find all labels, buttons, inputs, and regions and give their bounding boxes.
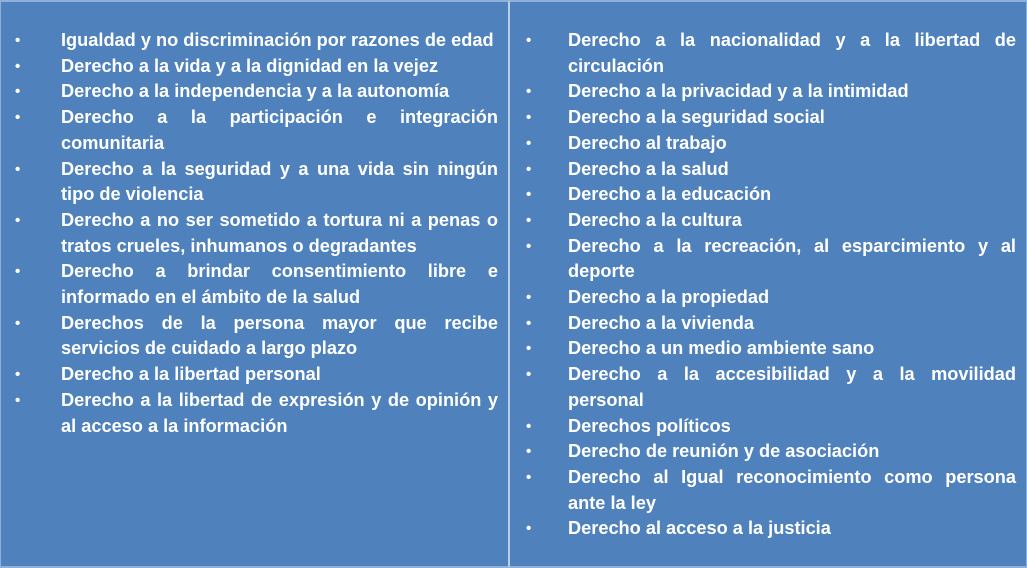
list-item bbox=[1, 105, 498, 156]
list-item bbox=[510, 105, 1016, 131]
list-item bbox=[1, 157, 498, 208]
list-item-text: Derecho a la cultura bbox=[568, 209, 742, 230]
bullet-icon: • bbox=[526, 32, 532, 49]
bullet-icon: • bbox=[526, 443, 532, 461]
bullet-icon: • bbox=[526, 160, 532, 178]
list-item-text: Derecho al trabajo bbox=[568, 132, 727, 153]
list-item bbox=[510, 285, 1016, 311]
bullet-icon: • bbox=[15, 32, 21, 49]
bullet-icon: • bbox=[15, 211, 21, 229]
left-column bbox=[0, 0, 509, 568]
list-item-text: Derecho a brindar consentimiento libre e informado en el ámbito de la salud bbox=[61, 261, 498, 308]
list-item-text: Derecho a la recreación, al esparcimiento y al deporte bbox=[568, 235, 1016, 282]
list-item bbox=[510, 208, 1016, 234]
bullet-icon: • bbox=[15, 391, 21, 409]
list-item-text: Derecho a la vivienda bbox=[568, 312, 755, 333]
list-item bbox=[510, 362, 1016, 413]
list-item bbox=[510, 131, 1016, 157]
list-item-text: Derechos de la persona mayor que recibe servicios de cuidado a largo plazo bbox=[61, 312, 498, 359]
list-item-text: Derecho al acceso a la justicia bbox=[568, 518, 831, 539]
list-item-text: Derecho a no ser sometido a tortura ni a penas o tratos crueles, inhumanos o degradantes bbox=[61, 209, 498, 256]
list-item bbox=[510, 79, 1016, 105]
list-item-text: Derecho a la privacidad y a la intimidad bbox=[568, 81, 909, 102]
bullet-icon: • bbox=[526, 520, 532, 538]
list-item bbox=[510, 414, 1016, 440]
list-item-text: Derecho a la participación e integración comunitaria bbox=[61, 107, 498, 153]
bullet-icon: • bbox=[526, 237, 532, 255]
list-item bbox=[1, 311, 498, 362]
list-item-text: Derecho a un medio ambiente sano bbox=[568, 338, 875, 359]
list-item-text: Derecho a la salud bbox=[568, 158, 729, 179]
bullet-icon: • bbox=[526, 289, 532, 307]
list-item bbox=[1, 388, 498, 439]
bullet-icon: • bbox=[526, 109, 532, 127]
bullet-icon: • bbox=[526, 340, 532, 358]
bullet-icon: • bbox=[526, 186, 532, 204]
bullet-icon: • bbox=[15, 263, 21, 281]
bullet-icon: • bbox=[15, 57, 21, 75]
list-item-text: Derecho a la seguridad y a una vida sin ningún tipo de violencia bbox=[61, 158, 498, 205]
list-item-text: Derechos políticos bbox=[568, 415, 731, 436]
list-item-text: Derecho a la libertad de expresión y de opinión y al acceso a la información bbox=[61, 389, 498, 436]
list-item bbox=[510, 28, 1016, 79]
right-column bbox=[509, 0, 1027, 568]
bullet-icon: • bbox=[526, 134, 532, 152]
list-item bbox=[1, 54, 498, 80]
list-item bbox=[510, 516, 1016, 542]
list-item bbox=[510, 439, 1016, 465]
right-rights-list bbox=[510, 28, 1016, 542]
bullet-icon: • bbox=[526, 417, 532, 435]
bullet-icon: • bbox=[526, 366, 532, 384]
list-item bbox=[1, 362, 498, 388]
list-item-text: Derecho de reunión y de asociación bbox=[568, 441, 880, 462]
list-item-text: Derecho a la propiedad bbox=[568, 287, 770, 308]
list-item bbox=[1, 208, 498, 259]
left-rights-list bbox=[1, 28, 498, 439]
list-item bbox=[510, 182, 1016, 208]
list-item-text: Derecho a la accesibilidad y a la movilidad personal bbox=[568, 364, 1016, 410]
bullet-icon: • bbox=[526, 314, 532, 332]
list-item bbox=[1, 28, 498, 54]
list-item bbox=[510, 234, 1016, 285]
list-item-text: Derecho a la seguridad social bbox=[568, 107, 825, 128]
list-item bbox=[510, 311, 1016, 337]
list-item-text: Derecho a la libertad personal bbox=[61, 364, 321, 385]
list-item-text: Derecho a la nacionalidad y a la libertad de circulación bbox=[568, 30, 1016, 76]
list-item bbox=[510, 465, 1016, 516]
list-item-text: Derecho a la independencia y a la autonomía bbox=[61, 81, 450, 102]
bullet-icon: • bbox=[526, 468, 532, 486]
list-item bbox=[1, 79, 498, 105]
bullet-icon: • bbox=[526, 211, 532, 229]
list-item-text: Derecho a la vida y a la dignidad en la vejez bbox=[61, 55, 439, 76]
bullet-icon: • bbox=[15, 83, 21, 101]
bullet-icon: • bbox=[15, 314, 21, 332]
list-item bbox=[510, 336, 1016, 362]
list-item-text: Derecho a la educación bbox=[568, 184, 772, 205]
bullet-icon: • bbox=[526, 83, 532, 101]
bullet-icon: • bbox=[15, 109, 21, 127]
bullet-icon: • bbox=[15, 366, 21, 384]
list-item-text: Igualdad y no discriminación por razones de edad bbox=[61, 30, 494, 50]
list-item bbox=[1, 259, 498, 310]
list-item bbox=[510, 157, 1016, 183]
list-item-text: Derecho al Igual reconocimiento como persona ante la ley bbox=[568, 466, 1016, 513]
bullet-icon: • bbox=[15, 160, 21, 178]
